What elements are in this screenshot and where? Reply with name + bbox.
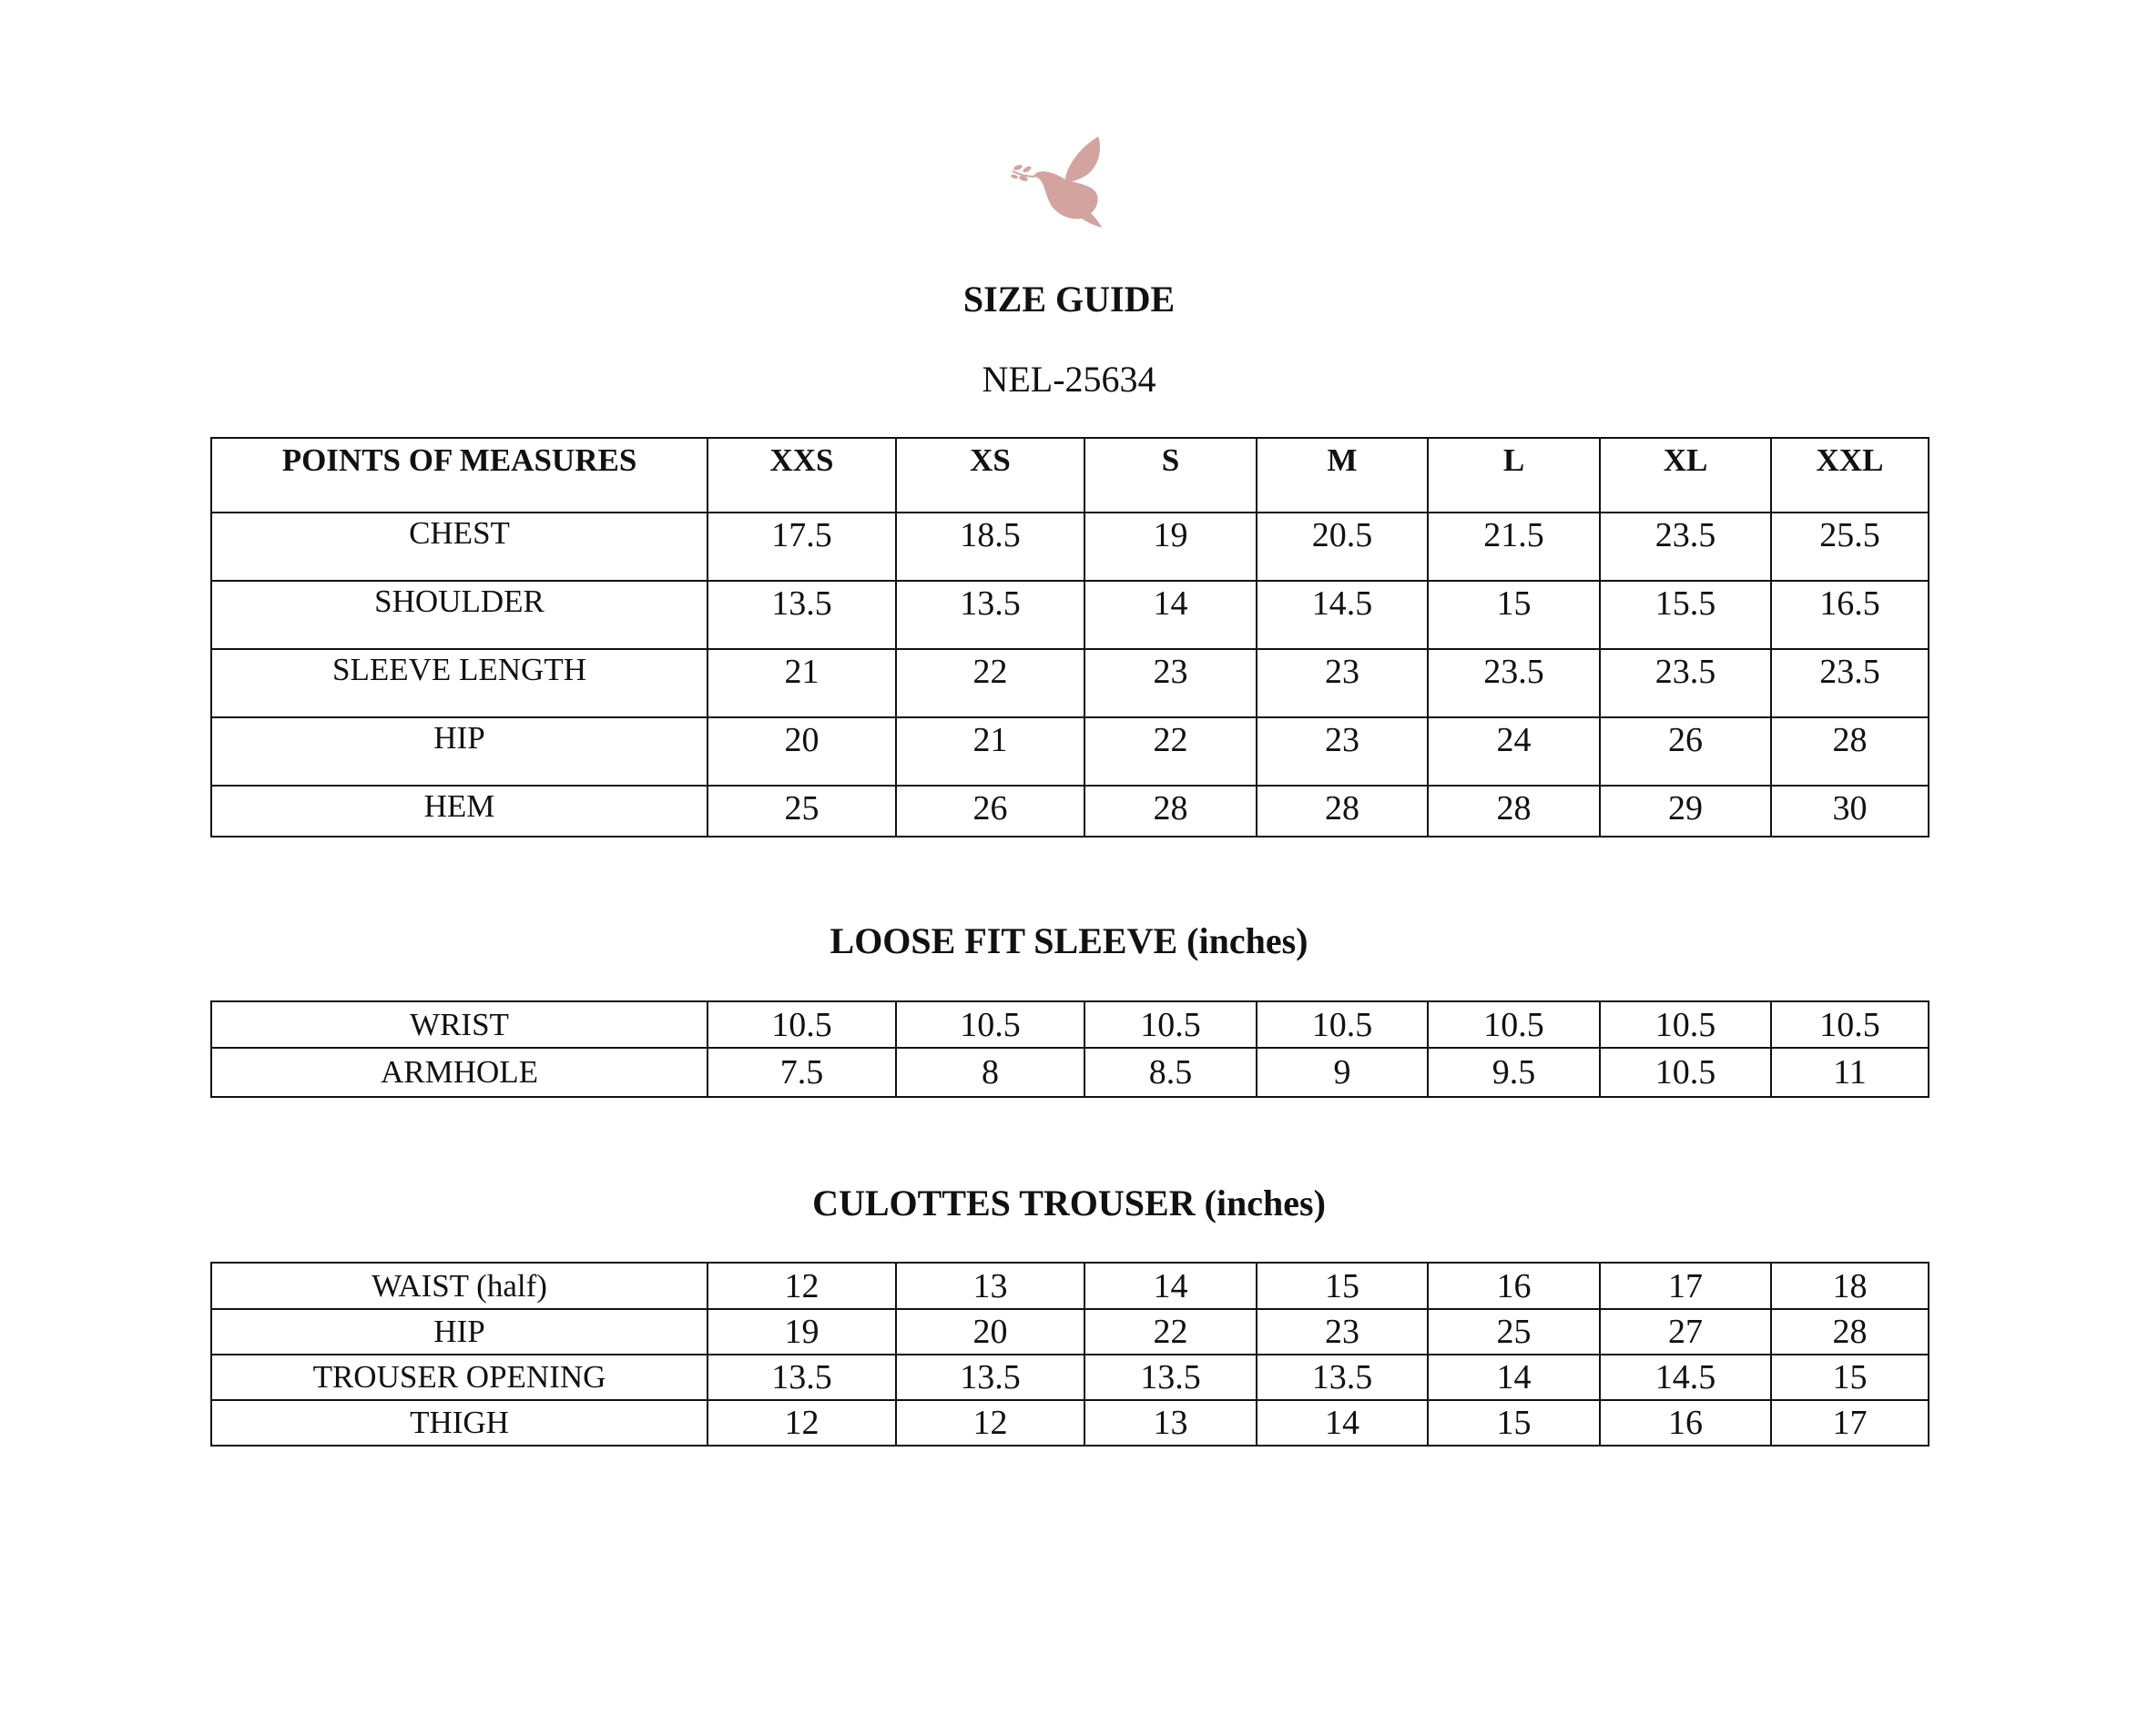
table-cell: 8: [896, 1048, 1084, 1097]
table-cell: 12: [896, 1400, 1084, 1446]
sleeve-table: [210, 1000, 1929, 1098]
row-label: HIP: [211, 1309, 708, 1355]
table-cell: 20: [896, 1309, 1084, 1355]
table-row: [211, 1400, 1929, 1446]
table-cell: 17: [1600, 1263, 1771, 1309]
table-cell: 17.5: [708, 513, 896, 581]
table-cell: 13: [1084, 1400, 1257, 1446]
table-cell: 28: [1771, 1309, 1929, 1355]
table-cell: 14: [1084, 1263, 1257, 1309]
table-cell: 13.5: [896, 1355, 1084, 1400]
table-row: [211, 581, 1929, 649]
table-row: [211, 786, 1929, 837]
table-cell: 21.5: [1428, 513, 1600, 581]
table-cell: 16: [1428, 1263, 1600, 1309]
table-cell: 7.5: [708, 1048, 896, 1097]
column-header-s: S: [1084, 438, 1257, 513]
row-label: SLEEVE LENGTH: [211, 649, 708, 717]
column-header-xl: XL: [1600, 438, 1771, 513]
size-table: [210, 437, 1929, 838]
table-cell: 9: [1257, 1048, 1428, 1097]
table-cell: 23: [1257, 1309, 1428, 1355]
table-row: [211, 1001, 1929, 1048]
table-cell: 15: [1771, 1355, 1929, 1400]
table-cell: 16: [1600, 1400, 1771, 1446]
row-label: WRIST: [211, 1001, 708, 1048]
table-cell: 16.5: [1771, 581, 1929, 649]
trouser-table: [210, 1262, 1929, 1447]
row-label: WAIST (half): [211, 1263, 708, 1309]
column-header-xxs: XXS: [708, 438, 896, 513]
row-label: TROUSER OPENING: [211, 1355, 708, 1400]
table-cell: 18: [1771, 1263, 1929, 1309]
table-cell: 23.5: [1600, 649, 1771, 717]
table-cell: 9.5: [1428, 1048, 1600, 1097]
table-cell: 10.5: [708, 1001, 896, 1048]
table-cell: 28: [1428, 786, 1600, 837]
row-label: HEM: [211, 786, 708, 837]
table-cell: 20.5: [1257, 513, 1428, 581]
table-cell: 13: [896, 1263, 1084, 1309]
column-header-l: L: [1428, 438, 1600, 513]
table-row: [211, 1309, 1929, 1355]
table-cell: 15: [1428, 581, 1600, 649]
table-cell: 27: [1600, 1309, 1771, 1355]
row-label: HIP: [211, 717, 708, 786]
table-cell: 19: [708, 1309, 896, 1355]
table-cell: 26: [896, 786, 1084, 837]
product-code: NEL-25634: [982, 359, 1156, 400]
table-cell: 15: [1257, 1263, 1428, 1309]
table-cell: 13.5: [1084, 1355, 1257, 1400]
table-cell: 10.5: [1257, 1001, 1428, 1048]
table-cell: 10.5: [1084, 1001, 1257, 1048]
table-row: [211, 717, 1929, 786]
table-cell: 17: [1771, 1400, 1929, 1446]
table-header-row: [211, 438, 1929, 513]
table-row: [211, 1263, 1929, 1309]
table-cell: 23.5: [1428, 649, 1600, 717]
table-cell: 13.5: [708, 581, 896, 649]
row-label: ARMHOLE: [211, 1048, 708, 1097]
table-cell: 26: [1600, 717, 1771, 786]
table-cell: 28: [1084, 786, 1257, 837]
dove-with-olive-branch-icon: [1009, 133, 1118, 229]
table-cell: 14.5: [1257, 581, 1428, 649]
table-cell: 13.5: [1257, 1355, 1428, 1400]
table-cell: 28: [1257, 786, 1428, 837]
table-cell: 10.5: [1428, 1001, 1600, 1048]
table-cell: 22: [1084, 717, 1257, 786]
table-cell: 10.5: [1600, 1048, 1771, 1097]
table-cell: 21: [708, 649, 896, 717]
section-title-trouser: CULOTTES TROUSER (inches): [812, 1183, 1326, 1223]
table-cell: 24: [1428, 717, 1600, 786]
table-cell: 10.5: [1600, 1001, 1771, 1048]
table-cell: 22: [896, 649, 1084, 717]
table-cell: 20: [708, 717, 896, 786]
table-cell: 28: [1771, 717, 1929, 786]
table-row: [211, 1048, 1929, 1097]
table-cell: 11: [1771, 1048, 1929, 1097]
table-cell: 25: [1428, 1309, 1600, 1355]
table-cell: 12: [708, 1263, 896, 1309]
table-cell: 23: [1257, 649, 1428, 717]
table-cell: 10.5: [1771, 1001, 1929, 1048]
column-header-xxl: XXL: [1771, 438, 1929, 513]
section-title-sleeve: LOOSE FIT SLEEVE (inches): [830, 920, 1308, 961]
table-cell: 14: [1257, 1400, 1428, 1446]
table-cell: 13.5: [708, 1355, 896, 1400]
table-cell: 18.5: [896, 513, 1084, 581]
table-row: [211, 1355, 1929, 1400]
table-cell: 25: [708, 786, 896, 837]
table-row: [211, 513, 1929, 581]
table-cell: 12: [708, 1400, 896, 1446]
column-header-xs: XS: [896, 438, 1084, 513]
column-header-m: M: [1257, 438, 1428, 513]
table-cell: 23: [1257, 717, 1428, 786]
table-cell: 13.5: [896, 581, 1084, 649]
table-cell: 14: [1428, 1355, 1600, 1400]
table-cell: 14: [1084, 581, 1257, 649]
table-cell: 23.5: [1771, 649, 1929, 717]
table-cell: 19: [1084, 513, 1257, 581]
table-cell: 23.5: [1600, 513, 1771, 581]
table-cell: 8.5: [1084, 1048, 1257, 1097]
page-title: SIZE GUIDE: [962, 279, 1176, 320]
table-cell: 23: [1084, 649, 1257, 717]
table-cell: 10.5: [896, 1001, 1084, 1048]
row-label: THIGH: [211, 1400, 708, 1446]
table-cell: 29: [1600, 786, 1771, 837]
table-cell: 21: [896, 717, 1084, 786]
table-cell: 30: [1771, 786, 1929, 837]
table-cell: 22: [1084, 1309, 1257, 1355]
table-row: [211, 649, 1929, 717]
table-cell: 14.5: [1600, 1355, 1771, 1400]
row-label: CHEST: [211, 513, 708, 581]
table-cell: 15.5: [1600, 581, 1771, 649]
column-header-measure: POINTS OF MEASURES: [211, 438, 708, 513]
table-cell: 15: [1428, 1400, 1600, 1446]
table-cell: 25.5: [1771, 513, 1929, 581]
row-label: SHOULDER: [211, 581, 708, 649]
